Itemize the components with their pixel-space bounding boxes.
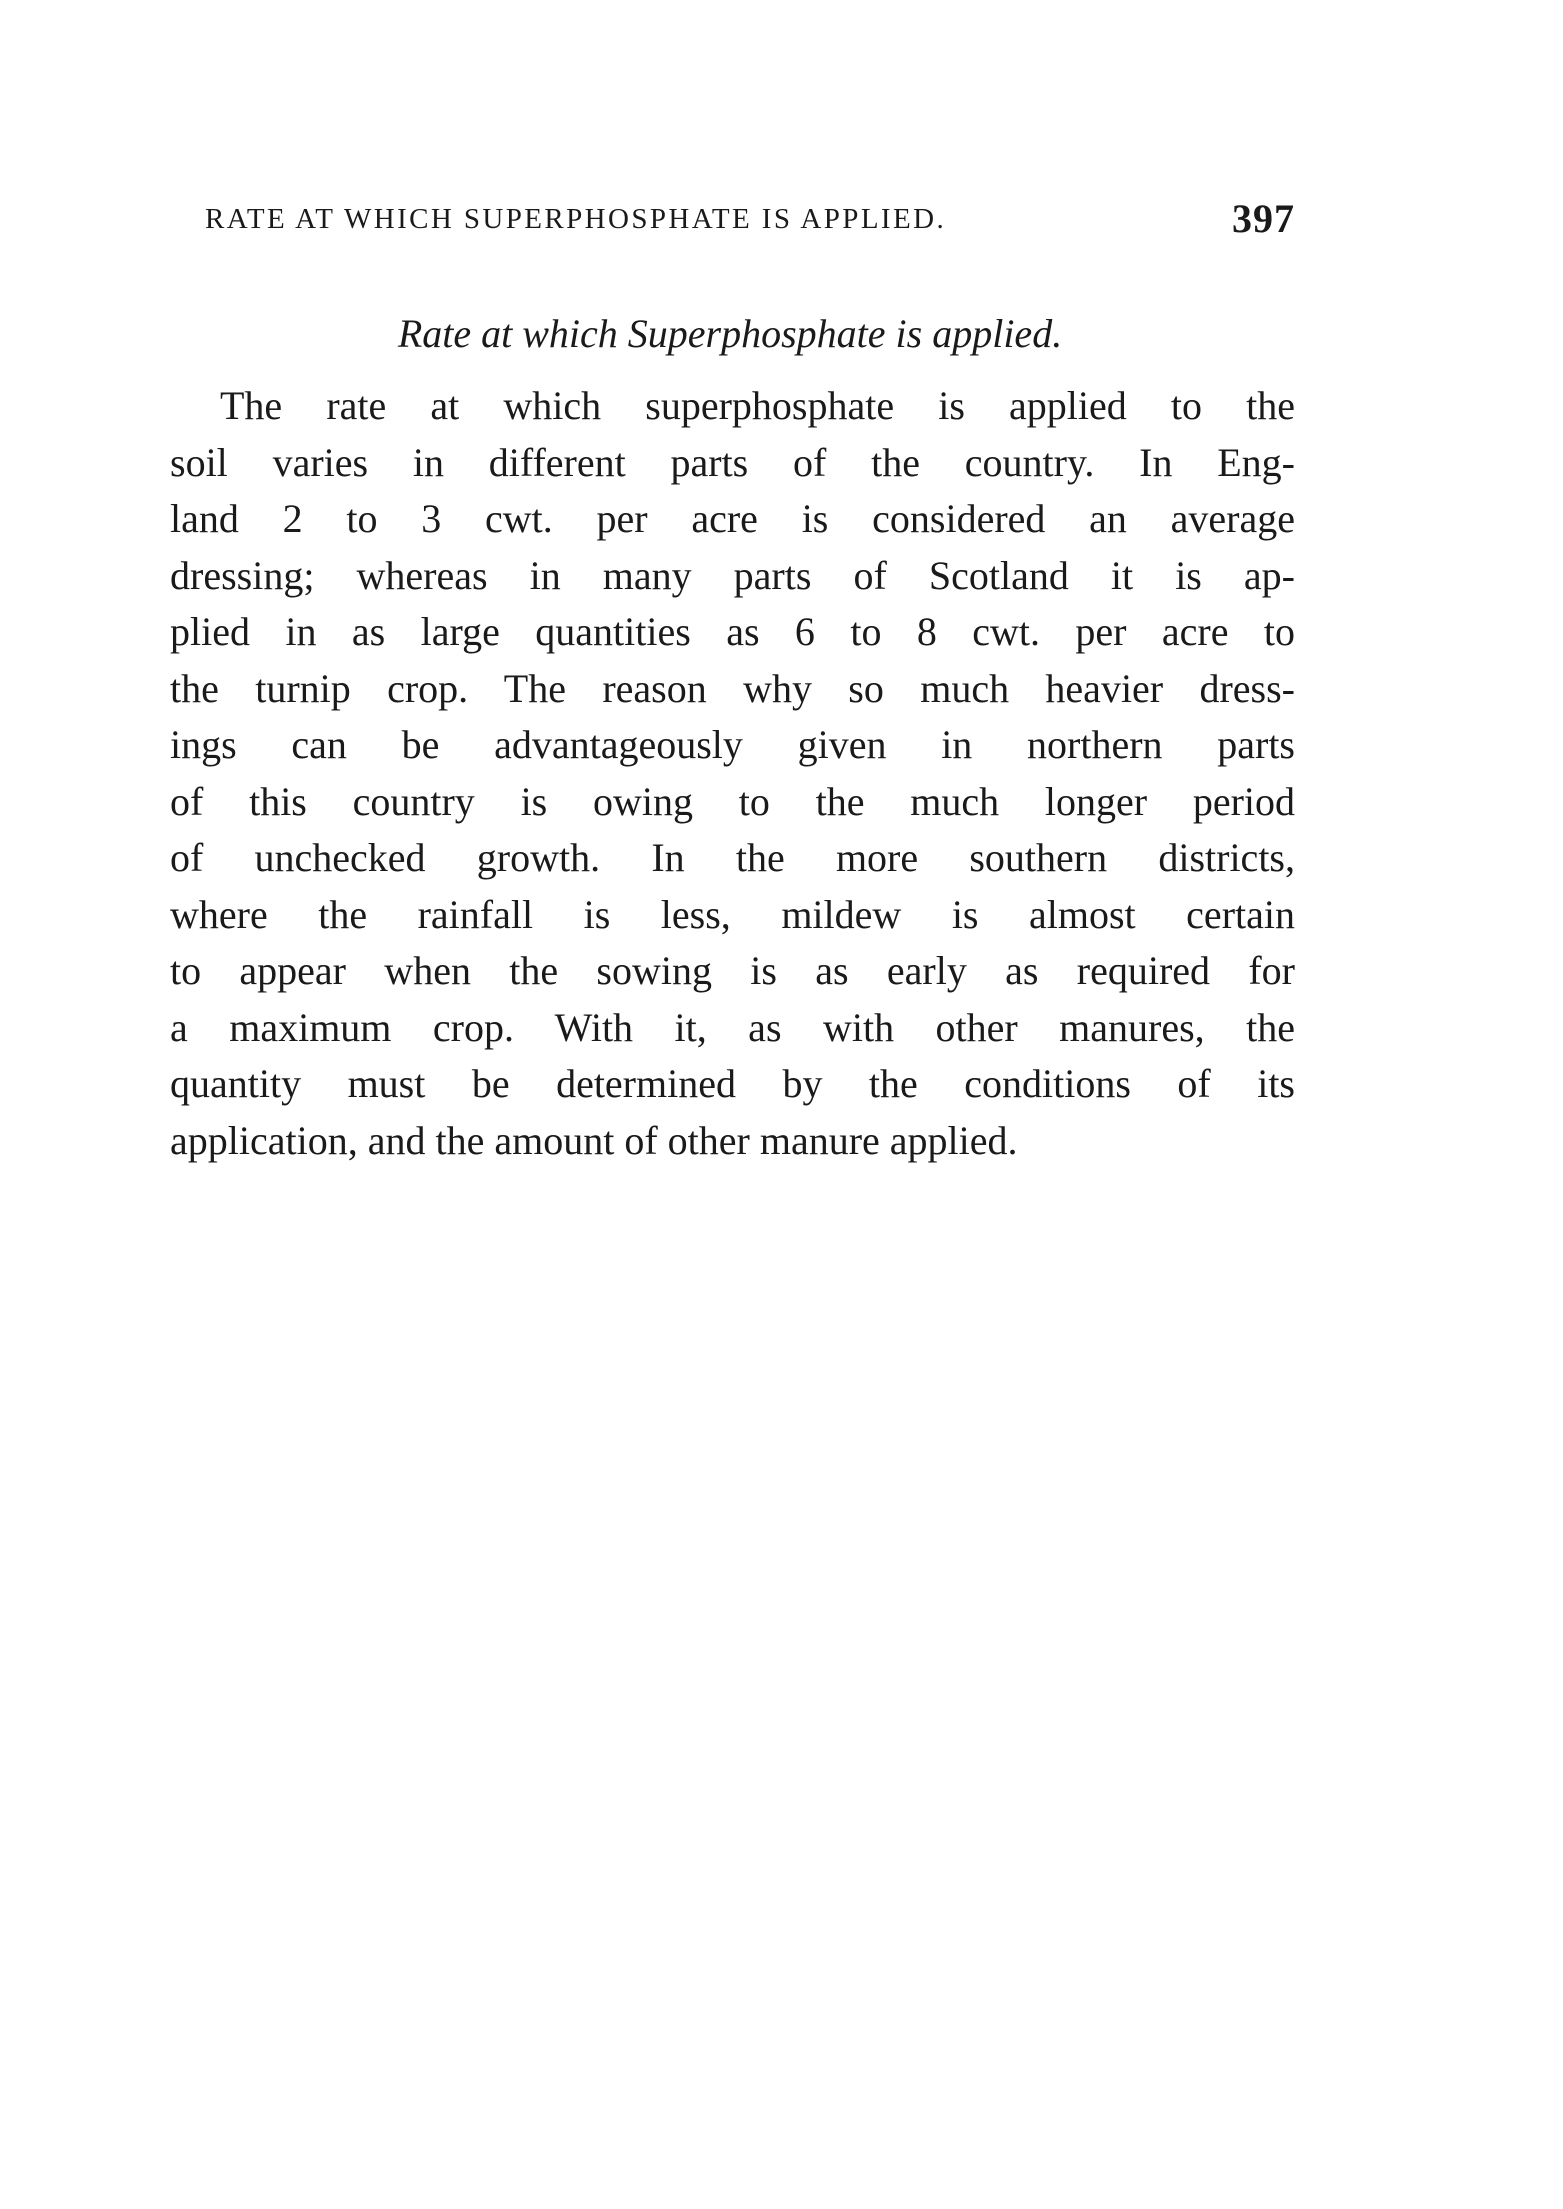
- paragraph-line: dressing; whereas in many parts of Scotland it is ap-: [170, 552, 1295, 598]
- paragraph-line: ings can be advantageously given in northern parts: [170, 722, 1295, 767]
- paragraph-line: application, and the amount of other manure applied.: [170, 1117, 1018, 1163]
- paragraph-line: a maximum crop. With it, as with other manures, the: [170, 1004, 1295, 1050]
- paragraph-line: to appear when the sowing is as early as required for: [170, 948, 1295, 993]
- paragraph-line: plied in as large quantities as 6 to 8 cwt. per acre to: [170, 609, 1295, 654]
- paragraph-line: land 2 to 3 cwt. per acre is considered an average: [170, 496, 1295, 541]
- body-paragraph: [170, 378, 1295, 1169]
- section-heading: Rate at which Superphosphate is applied.: [397, 311, 1063, 356]
- running-head-title: RATE AT WHICH SUPERPHOSPHATE IS APPLIED.: [205, 203, 947, 235]
- paragraph-line: quantity must be determined by the conditions of its: [170, 1061, 1295, 1106]
- running-head: [205, 195, 1295, 243]
- paragraph-line: The rate at which superphosphate is applied to the: [220, 383, 1295, 428]
- paragraph-line: where the rainfall is less, mildew is almost certain: [170, 891, 1295, 937]
- paragraph-line: soil varies in different parts of the country. In Eng-: [170, 439, 1295, 485]
- paragraph-line: the turnip crop. The reason why so much heavier dress-: [170, 665, 1295, 711]
- page-number: 397: [1232, 196, 1295, 241]
- paragraph-line: of unchecked growth. In the more southern districts,: [170, 835, 1295, 880]
- paragraph-line: of this country is owing to the much longer period: [170, 778, 1295, 824]
